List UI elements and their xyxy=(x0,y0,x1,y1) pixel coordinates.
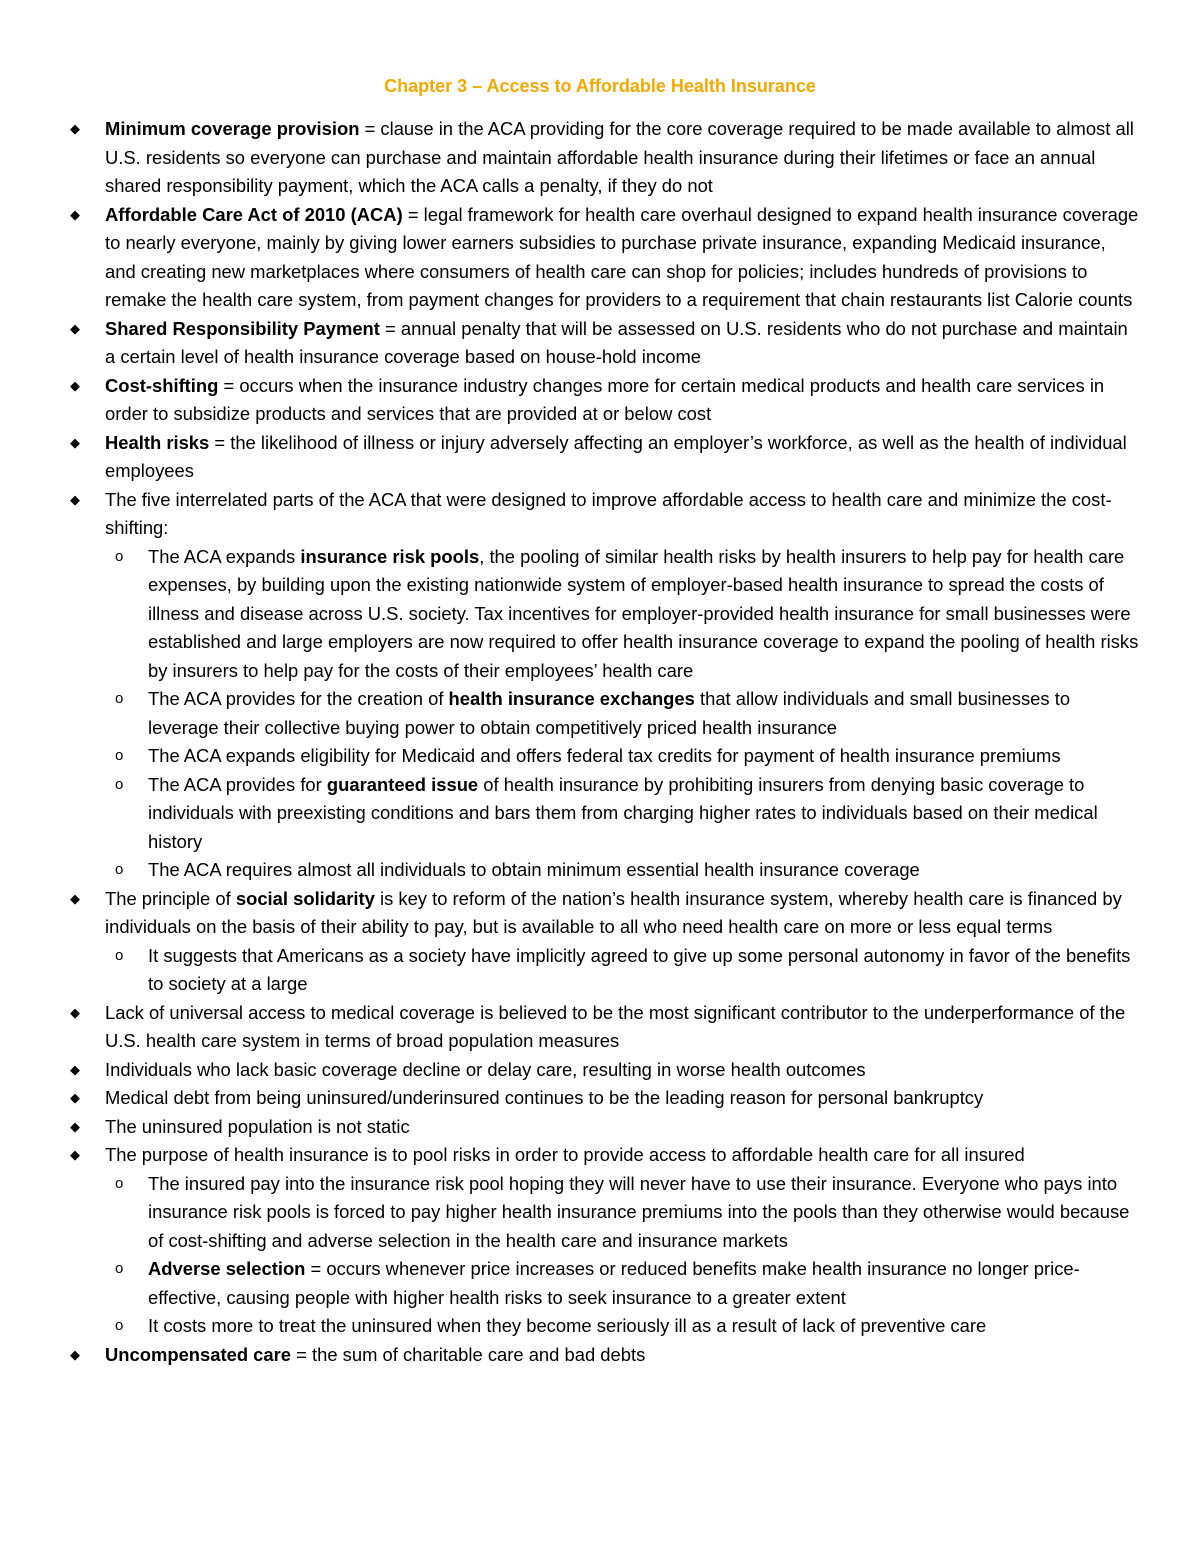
item-text: Lack of universal access to medical coverage is believed to be the most significant contributor to the underperformance of the U.S. health care system in terms of broad population measures xyxy=(105,1001,1126,1051)
item-text-prefix: The ACA expands xyxy=(148,545,301,567)
item-text: that allow individuals and small businesses to leverage their collective buying power to obtain competitively priced health insurance xyxy=(148,688,1071,738)
list-item xyxy=(70,315,1140,372)
term-label: social solidarity xyxy=(235,887,375,909)
term-label: Adverse selection xyxy=(148,1258,306,1279)
term-label: Minimum coverage provision xyxy=(105,118,360,139)
diamond-bullet-icon: ◆ xyxy=(70,491,80,507)
term-label: guaranteed issue xyxy=(326,773,479,795)
item-text: , the pooling of similar health risks by health insurers to help pay for health care expenses, by building upon the existing nationwide system of employer-based health insurance to spread the costs of illness and disease across U.S. society. Tax incentives for employer-provided health insurance for small businesses were established and large employers are now required to offer health insurance coverage to expand the pooling of health risks by insurers to help pay for the costs of their employees’ health care xyxy=(148,545,1139,681)
term-label: Shared Responsibility Payment xyxy=(105,317,380,339)
item-text: The insured pay into the insurance risk pool hoping they will never have to use their insurance. Everyone who pays into insurance risk pools is forced to pay higher health insurance premiums into the pools than they otherwise would because of cost-shifting and adverse selection in the health care and insurance markets xyxy=(148,1172,1130,1251)
list-item xyxy=(70,1056,1140,1085)
diamond-bullet-icon: ◆ xyxy=(70,1147,80,1162)
diamond-bullet-icon: ◆ xyxy=(70,1061,80,1077)
sub-list-item xyxy=(70,1255,1140,1312)
item-text: The five interrelated parts of the ACA that were designed to improve affordable access to health care and minimize the cost-shifting: xyxy=(105,488,1112,538)
term-label: Cost-shifting xyxy=(105,374,219,396)
item-text: The uninsured population is not static xyxy=(105,1115,410,1137)
circle-bullet-icon: o xyxy=(115,946,124,964)
page-title: Chapter 3 – Access to Affordable Health Insurance xyxy=(384,76,816,96)
circle-bullet-icon: o xyxy=(115,1260,124,1277)
diamond-bullet-icon: ◆ xyxy=(70,1004,80,1020)
circle-bullet-icon: o xyxy=(115,747,124,764)
diamond-bullet-icon: ◆ xyxy=(70,1118,80,1134)
list-item xyxy=(70,115,1140,201)
item-text: = clause in the ACA providing for the core coverage required to be made available to almost all U.S. residents so everyone can purchase and maintain affordable health insurance during their lifetimes or face an annual shared responsibility payment, which the ACA calls a penalty, if they do not xyxy=(105,118,1134,196)
circle-bullet-icon: o xyxy=(115,690,124,707)
diamond-bullet-icon: ◆ xyxy=(70,1090,80,1105)
item-text-prefix: The ACA provides for xyxy=(148,773,327,795)
circle-bullet-icon: o xyxy=(115,1317,124,1334)
sub-list-item xyxy=(70,1170,1140,1256)
list-item xyxy=(70,999,1140,1056)
sub-list-item xyxy=(70,685,1140,742)
item-text: It costs more to treat the uninsured when they become seriously ill as a result of lack of preventive care xyxy=(148,1315,987,1336)
circle-bullet-icon: o xyxy=(115,861,124,878)
diamond-bullet-icon: ◆ xyxy=(70,434,80,450)
diamond-bullet-icon: ◆ xyxy=(70,377,80,393)
item-text: The purpose of health insurance is to pool risks in order to provide access to affordable health care for all insured xyxy=(105,1144,1025,1165)
item-text: = legal framework for health care overhaul designed to expand health insurance coverage to nearly everyone, mainly by giving lower earners subsidies to purchase private insurance, expanding Medicaid insurance, and creating new marketplaces where consumers of health care can shop for policies; includes hundreds of provisions to remake the health care system, from payment changes for providers to a requirement that chain restaurants list Calorie counts xyxy=(105,203,1139,310)
diamond-bullet-icon: ◆ xyxy=(70,121,80,136)
item-text-prefix: The ACA provides for the creation of xyxy=(148,688,449,709)
item-text: It suggests that Americans as a society have implicitly agreed to give up some personal autonomy in favor of the benefits to society at a large xyxy=(148,944,1131,994)
sub-list-item xyxy=(70,856,1140,885)
list-item xyxy=(70,201,1140,315)
diamond-bullet-icon: ◆ xyxy=(70,320,80,336)
notes-list xyxy=(70,115,1140,1369)
list-item xyxy=(70,1113,1140,1142)
circle-bullet-icon: o xyxy=(115,775,124,793)
item-text: The ACA expands eligibility for Medicaid and offers federal tax credits for payment of health insurance premiums xyxy=(148,745,1061,766)
item-text: Medical debt from being uninsured/underinsured continues to be the leading reason for personal bankruptcy xyxy=(105,1087,984,1108)
list-item xyxy=(70,429,1140,486)
item-text: = occurs whenever price increases or reduced benefits make health insurance no longer price-effective, causing people with higher health risks to seek insurance to a greater extent xyxy=(148,1258,1080,1308)
item-text: = annual penalty that will be assessed on U.S. residents who do not purchase and maintain a certain level of health insurance coverage based on house-hold income xyxy=(105,317,1128,367)
diamond-bullet-icon: ◆ xyxy=(70,890,80,906)
item-text: of health insurance by prohibiting insurers from denying basic coverage to individuals with preexisting conditions and bars them from charging higher rates to individuals based on their medical history xyxy=(148,773,1098,852)
term-label: insurance risk pools xyxy=(300,545,480,567)
term-label: Health risks xyxy=(105,431,210,453)
sub-list-item xyxy=(70,771,1140,857)
item-text: = occurs when the insurance industry changes more for certain medical products and health care services in order to subsidize products and services that are provided at or below cost xyxy=(105,374,1105,424)
diamond-bullet-icon: ◆ xyxy=(70,1346,80,1362)
circle-bullet-icon: o xyxy=(115,547,124,565)
list-item xyxy=(70,1141,1140,1170)
item-text: The ACA requires almost all individuals to obtain minimum essential health insurance coverage xyxy=(148,859,920,880)
term-label: Uncompensated care xyxy=(105,1343,292,1365)
term-label: Affordable Care Act of 2010 (ACA) xyxy=(105,203,403,225)
sub-list-item xyxy=(70,1312,1140,1341)
sub-list-item xyxy=(70,543,1140,686)
diamond-bullet-icon: ◆ xyxy=(70,206,80,222)
list-item xyxy=(70,885,1140,942)
item-text: = the sum of charitable care and bad debts xyxy=(291,1343,646,1365)
list-item xyxy=(70,1341,1140,1370)
item-text: is key to reform of the nation’s health insurance system, whereby health care is financed by individuals on the basis of their ability to pay, but is available to all who need health care on more or less equal terms xyxy=(105,887,1122,937)
list-item xyxy=(70,372,1140,429)
item-text: Individuals who lack basic coverage decline or delay care, resulting in worse health outcomes xyxy=(105,1058,866,1080)
term-label: health insurance exchanges xyxy=(448,688,695,709)
sub-list-item xyxy=(70,942,1140,999)
circle-bullet-icon: o xyxy=(115,1174,124,1192)
item-text-prefix: The principle of xyxy=(105,887,236,909)
sub-list-item xyxy=(70,742,1140,771)
item-text: = the likelihood of illness or injury adversely affecting an employer’s workforce, as well as the health of individual employees xyxy=(105,431,1127,481)
list-item xyxy=(70,486,1140,543)
list-item xyxy=(70,1084,1140,1113)
